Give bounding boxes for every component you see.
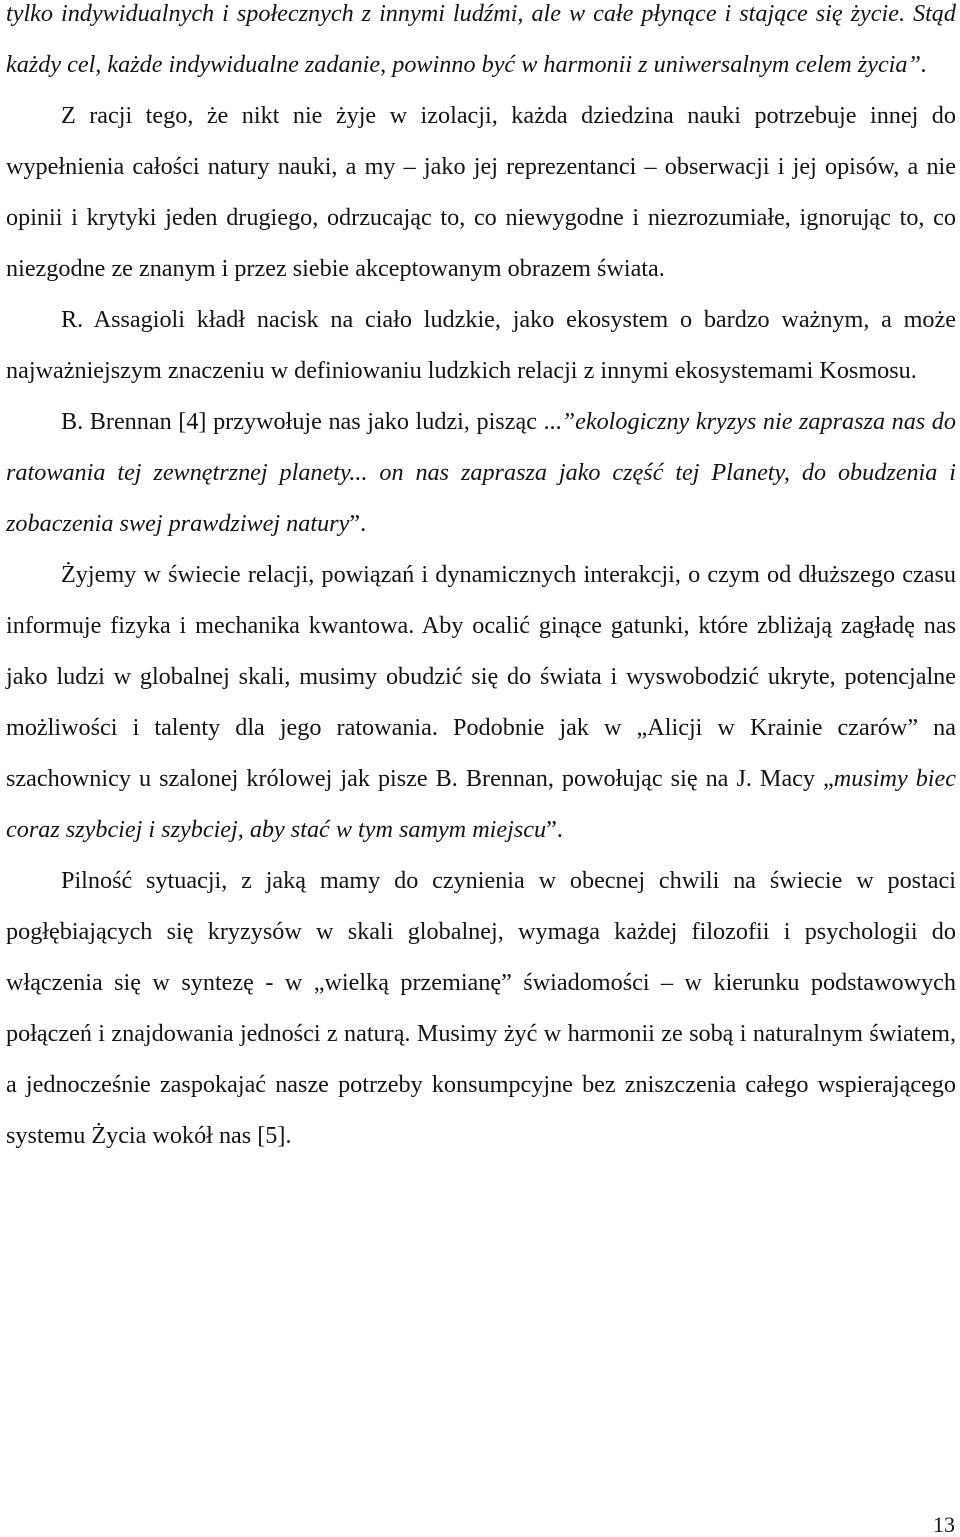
paragraph-4-close: ”.	[349, 510, 367, 537]
page-number: 13	[933, 1512, 955, 1537]
paragraph-4	[6, 396, 956, 549]
paragraph-3: R. Assagioli kładł nacisk na ciało ludzkie, jako ekosystem o bardzo ważnym, a może najważniejszym znaczeniu w definiowaniu ludzkich relacji z innymi ekosystemami Kosmosu.	[6, 306, 956, 384]
paragraph-5	[6, 549, 956, 855]
paragraph-1-quote-end: tylko indywidualnych i społecznych z innymi ludźmi, ale w całe płynące i stające się życie. Stąd każdy cel, każde indywidualne zadanie, powinno być w harmonii z uniwersalnym celem życia”.	[6, 0, 956, 78]
paragraph-5-close: ”.	[546, 816, 563, 843]
paragraph-4-lead: B. Brennan [4] przywołuje nas jako ludzi, pisząc ...	[61, 408, 562, 435]
paragraph-5-lead: Żyjemy w świecie relacji, powiązań i dynamicznych interakcji, o czym od dłuższego czasu informuje fizyka i mechanika kwantowa. Aby ocalić ginące gatunki, które zbliżają zagładę nas jako ludzi w globalnej skali, musimy obudzić się do świata i wyswobodzić ukryte, potencjalne możliwości i talenty dla jego ratowania. Podobnie jak w „Alicji w Krainie czarów” na szachownicy u szalonej królowej jak pisze B. Brennan, powołując się na J. Macy „	[6, 561, 956, 792]
paragraph-4-quote: ”ekologiczny kryzys nie zaprasza nas do ratowania tej zewnętrznej planety... on nas zaprasza jako część tej Planety, do obudzenia i zobaczenia swej prawdziwej natury	[6, 408, 956, 537]
paragraph-5-quote: musimy biec coraz szybciej i szybciej, aby stać w tym samym miejscu	[6, 765, 956, 843]
document-page	[6, 0, 956, 1161]
paragraph-6: Pilność sytuacji, z jaką mamy do czynienia w obecnej chwili na świecie w postaci pogłębiających się kryzysów w skali globalnej, wymaga każdej filozofii i psychologii do włączenia się w syntezę - w „wielką przemianę” świadomości – w kierunku podstawowych połączeń i znajdowania jedności z naturą. Musimy żyć w harmonii ze sobą i naturalnym światem, a jednocześnie zaspokajać nasze potrzeby konsumpcyjne bez zniszczenia całego wspierającego systemu Życia wokół nas [5].	[6, 867, 956, 1149]
paragraph-2: Z racji tego, że nikt nie żyje w izolacji, każda dziedzina nauki potrzebuje innej do wypełnienia całości natury nauki, a my – jako jej reprezentanci – obserwacji i jej opisów, a nie opinii i krytyki jeden drugiego, odrzucając to, co niewygodne i niezrozumiałe, ignorując to, co niezgodne ze znanym i przez siebie akceptowanym obrazem świata.	[6, 102, 956, 282]
